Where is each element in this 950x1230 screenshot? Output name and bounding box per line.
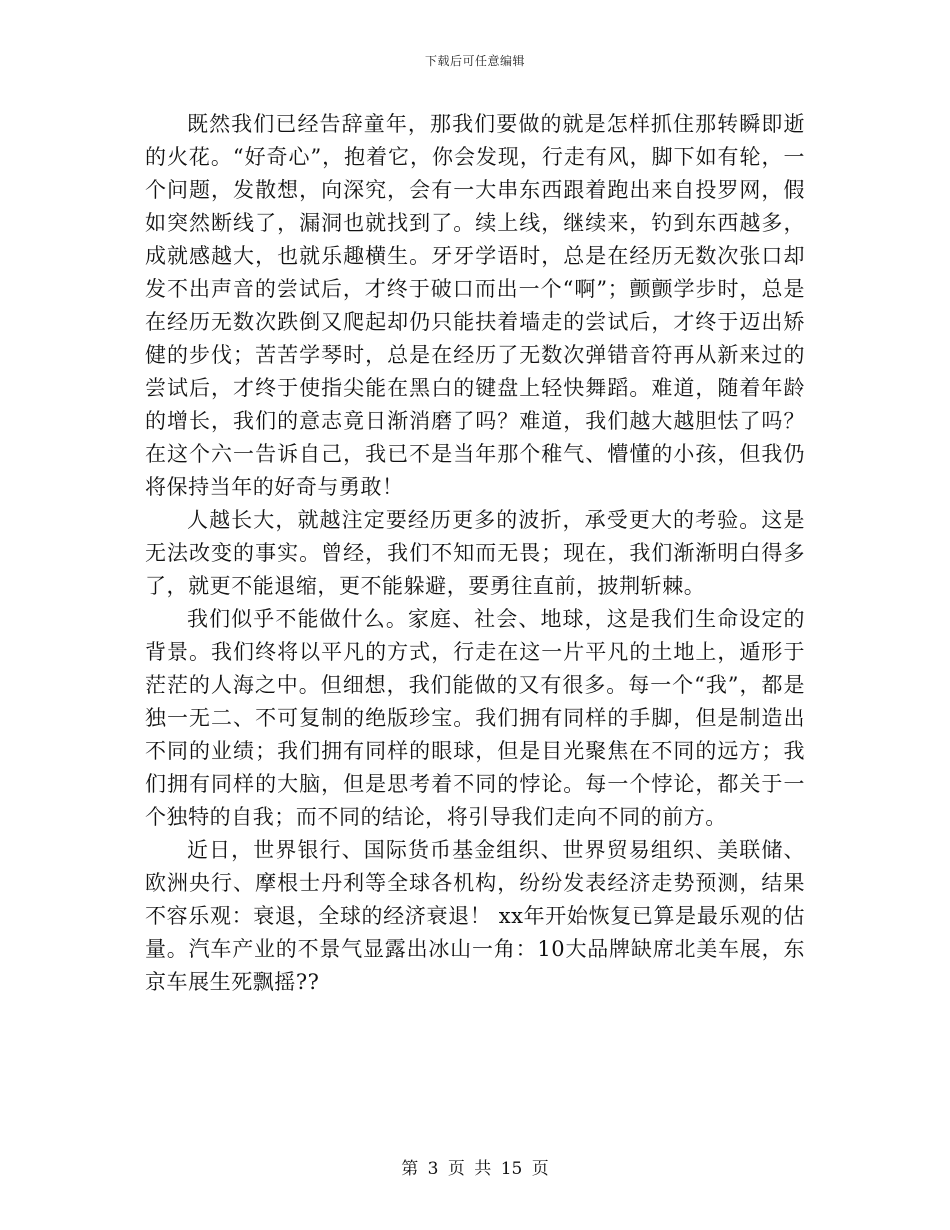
page-number-footer: 第 3 页 共 15 页 bbox=[401, 1159, 549, 1179]
paragraph-4: 近日，世界银行、国际货币基金组织、世界贸易组织、美联储、欧洲央行、摩根士丹利等全球各机构，纷纷发表经济走势预测，结果不容乐观：衰退，全球的经济衰退！ xx年开始恢复已算是最乐观的估量。汽车产业的不景气显露出冰山一角：10大品牌缺席北美车展，东京车展生死飘摇?? bbox=[145, 838, 805, 994]
paragraph-2: 人越长大，就越注定要经历更多的波折，承受更大的考验。这是无法改变的事实。曾经，我们不知而无畏；现在，我们渐渐明白得多了，就更不能退缩，更不能躲避，要勇往直前，披荆斩棘。 bbox=[145, 508, 805, 598]
document-body bbox=[145, 108, 805, 999]
paragraph-1: 既然我们已经告辞童年，那我们要做的就是怎样抓住那转瞬即逝的火花。“好奇心”，抱着它，你会发现，行走有风，脚下如有轮，一个问题，发散想，向深究，会有一大串东西跟着跑出来自投罗网，假如突然断线了，漏洞也就找到了。续上线，继续来，钓到东西越多，成就感越大，也就乐趣横生。牙牙学语时，总是在经历无数次张口却发不出声音的尝试后，才终于破口而出一个“啊”；颤颤学步时，总是在经历无数次跌倒又爬起却仍只能扶着墙走的尝试后，才终于迈出矫健的步伐；苦苦学琴时，总是在经历了无数次弹错音符再从新来过的尝试后，才终于使指尖能在黑白的键盘上轻快舞蹈。难道，随着年龄的增长，我们的意志竟日渐消磨了吗？难道，我们越大越胆怯了吗？在这个六一告诉自己，我已不是当年那个稚气、懵懂的小孩，但我仍将保持当年的好奇与勇敢！ bbox=[145, 112, 805, 499]
paragraph-3: 我们似乎不能做什么。家庭、社会、地球，这是我们生命设定的背景。我们终将以平凡的方式，行走在这一片平凡的土地上，遁形于茫茫的人海之中。但细想，我们能做的又有很多。每一个“我”，都是独一无二、不可复制的绝版珍宝。我们拥有同样的手脚，但是制造出不同的业绩；我们拥有同样的眼球，但是目光聚焦在不同的远方；我们拥有同样的大脑，但是思考着不同的悖论。每一个悖论，都关于一个独特的自我；而不同的结论，将引导我们走向不同的前方。 bbox=[145, 607, 805, 829]
page-header: 下载后可任意编辑 bbox=[424, 54, 525, 68]
